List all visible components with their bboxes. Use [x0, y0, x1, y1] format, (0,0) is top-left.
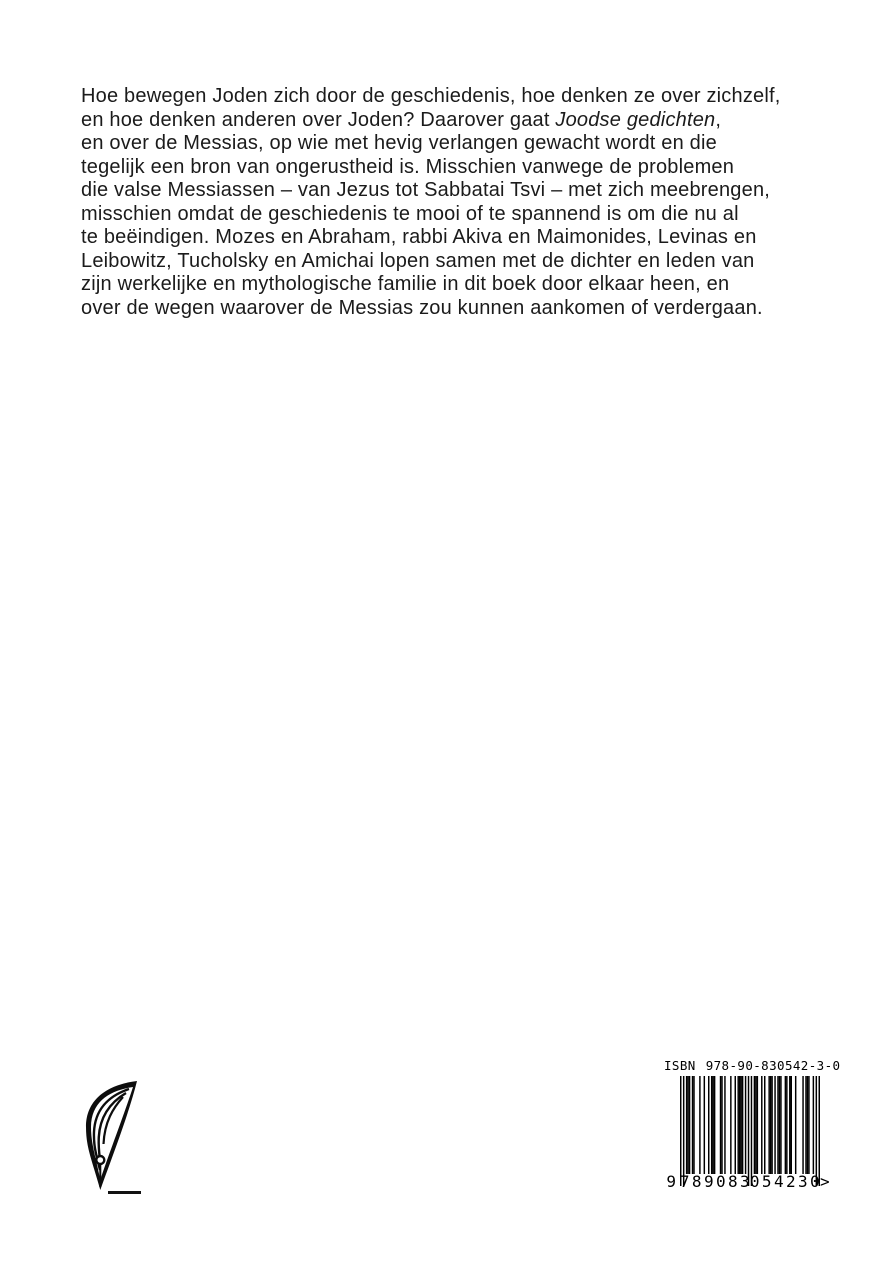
- barcode-trailing-char: >: [820, 1172, 830, 1191]
- blurb-line: tegelijk een bron van ongerustheid is. Misschien vanwege de problemen: [81, 155, 735, 178]
- book-title-italic: Joodse gedichten: [555, 108, 716, 131]
- isbn-line: [664, 1058, 839, 1073]
- barcode-digit-prefix: 9: [666, 1172, 676, 1191]
- barcode-digits-left: 789083: [679, 1172, 753, 1191]
- blurb-line: en over de Messias, op wie met hevig verlangen gewacht wordt en die: [81, 132, 717, 154]
- blurb-line: zijn werkelijke en mythologische familie in dit boek door elkaar heen, en: [81, 273, 730, 295]
- ean-barcode: [664, 1076, 834, 1194]
- barcode-bars: [680, 1076, 820, 1186]
- blurb-line-pre: en hoe denken anderen over Joden? Daarover gaat: [81, 108, 556, 131]
- quill-pen-nib-icon: [83, 1081, 140, 1193]
- blurb-line-post: ,: [715, 108, 722, 131]
- logo-underscore-mark: [108, 1191, 141, 1194]
- blurb-line: Hoe bewegen Joden zich door de geschiedenis, hoe denken ze over zichzelf,: [81, 85, 781, 107]
- blurb-line: [81, 109, 851, 133]
- blurb-line: te beëindigen. Mozes en Abraham, rabbi Akiva en Maimonides, Levinas en: [81, 226, 757, 248]
- blurb-paragraph: [81, 85, 851, 320]
- blurb-line: over de wegen waarover de Messias zou kunnen aankomen of verdergaan.: [81, 296, 763, 319]
- blurb-line: misschien omdat de geschiedenis te mooi of te spannend is om die nu al: [81, 202, 739, 225]
- blurb-line: Leibowitz, Tucholsky en Amichai lopen samen met de dichter en leden van: [81, 249, 755, 272]
- barcode-digits-right: 054230: [749, 1172, 823, 1191]
- isbn-label: ISBN: [664, 1058, 696, 1073]
- isbn-value: 978-90-830542-3-0: [705, 1058, 841, 1073]
- blurb-line: die valse Messiassen – van Jezus tot Sabbatai Tsvi – met zich meebrengen,: [81, 179, 771, 201]
